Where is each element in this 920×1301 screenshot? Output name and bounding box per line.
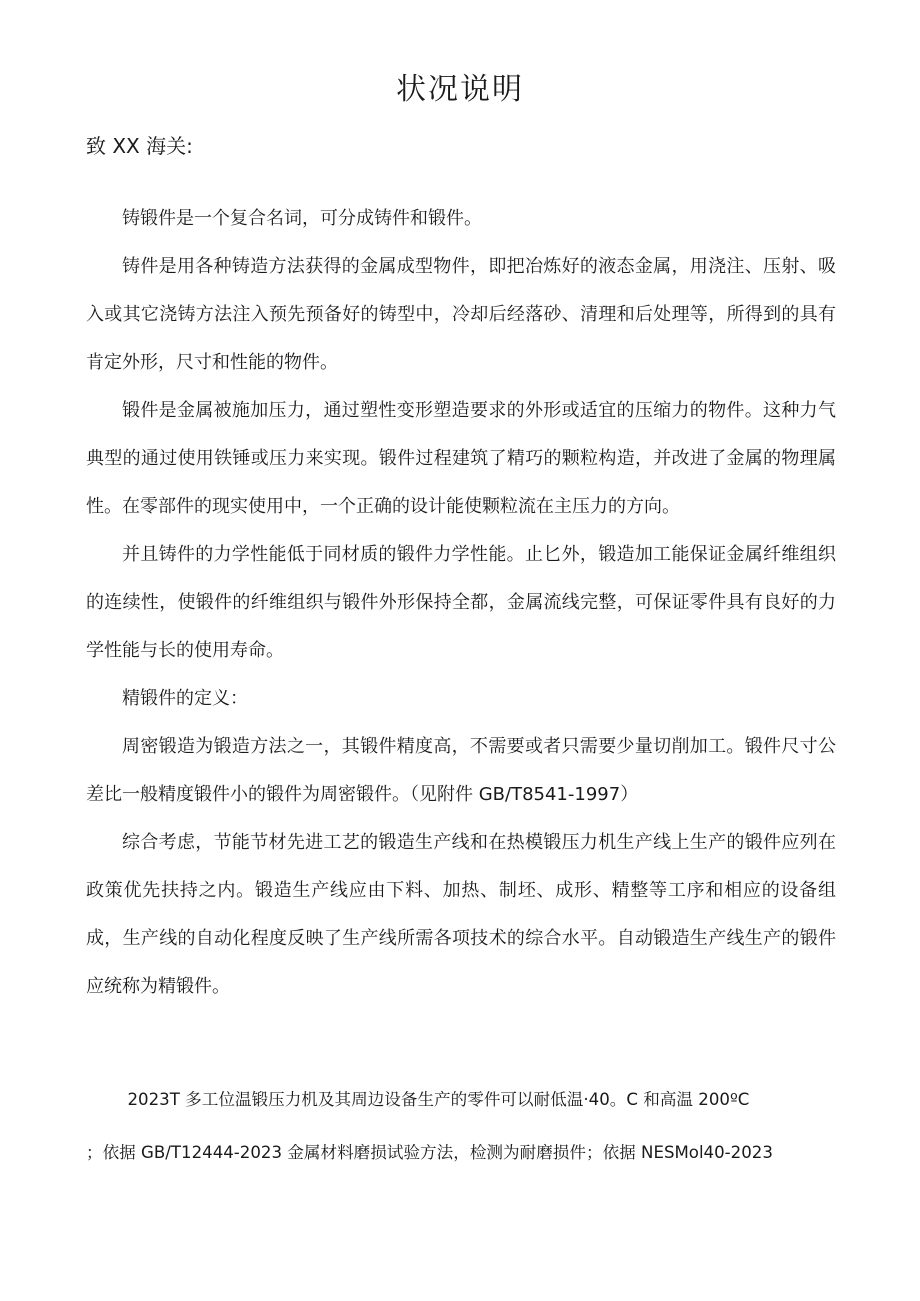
document-title: 状况说明 bbox=[396, 72, 524, 107]
paragraph: 铸件是用各种铸造方法获得的金属成型物件，即把冶炼好的液态金属，用浇注、压射、吸入或其它浇铸方法注入预先预备好的铸型中，冷却后经落砂、清理和后处理等，所得到的具有肯定外形，尺寸和性能的物件。 bbox=[86, 256, 836, 373]
tail-line: 2023T 多工位温锻压力机及其周边设备生产的零件可以耐低温·40。C 和高温 200ºC bbox=[127, 1090, 750, 1109]
paragraph: 综合考虑，节能节材先进工艺的锻造生产线和在热模锻压力机生产线上生产的锻件应列在政策优先扶持之内。锻造生产线应由下料、加热、制坯、成形、精整等工序和相应的设备组成，生产线的自动化程度反映了生产线所需各项技术的综合水平。自动锻造生产线生产的锻件应统称为精锻件。 bbox=[86, 832, 836, 997]
paragraph: 周密锻造为锻造方法之一，其锻件精度高，不需要或者只需要少量切削加工。锻件尺寸公差比一般精度锻件小的锻件为周密锻件。（见附件 GB/T8541-1997） bbox=[86, 736, 836, 805]
salutation: 致 XX 海关: bbox=[86, 134, 193, 158]
document-body bbox=[86, 195, 836, 1011]
paragraph: 并且铸件的力学性能低于同材质的锻件力学性能。止匕外，锻造加工能保证金属纤维组织的连续性，使锻件的纤维组织与锻件外形保持全都，金属流线完整，可保证零件具有良好的力学性能与长的使用寿命。 bbox=[86, 544, 836, 661]
paragraph: 铸锻件是一个复合名词，可分成铸件和锻件。 bbox=[122, 208, 482, 229]
paragraph: 精锻件的定义： bbox=[122, 688, 248, 709]
tail-line: ；依据 GB/T12444-2023 金属材料磨损试验方法，检测为耐磨损件；依据 NESMol40-2023 bbox=[86, 1143, 773, 1162]
paragraph: 锻件是金属被施加压力，通过塑性变形塑造要求的外形或适宜的压缩力的物件。这种力气典型的通过使用铁锤或压力来实现。锻件过程建筑了精巧的颗粒构造，并改进了金属的物理属性。在零部件的现实使用中，一个正确的设计能使颗粒流在主压力的方向。 bbox=[86, 400, 836, 517]
